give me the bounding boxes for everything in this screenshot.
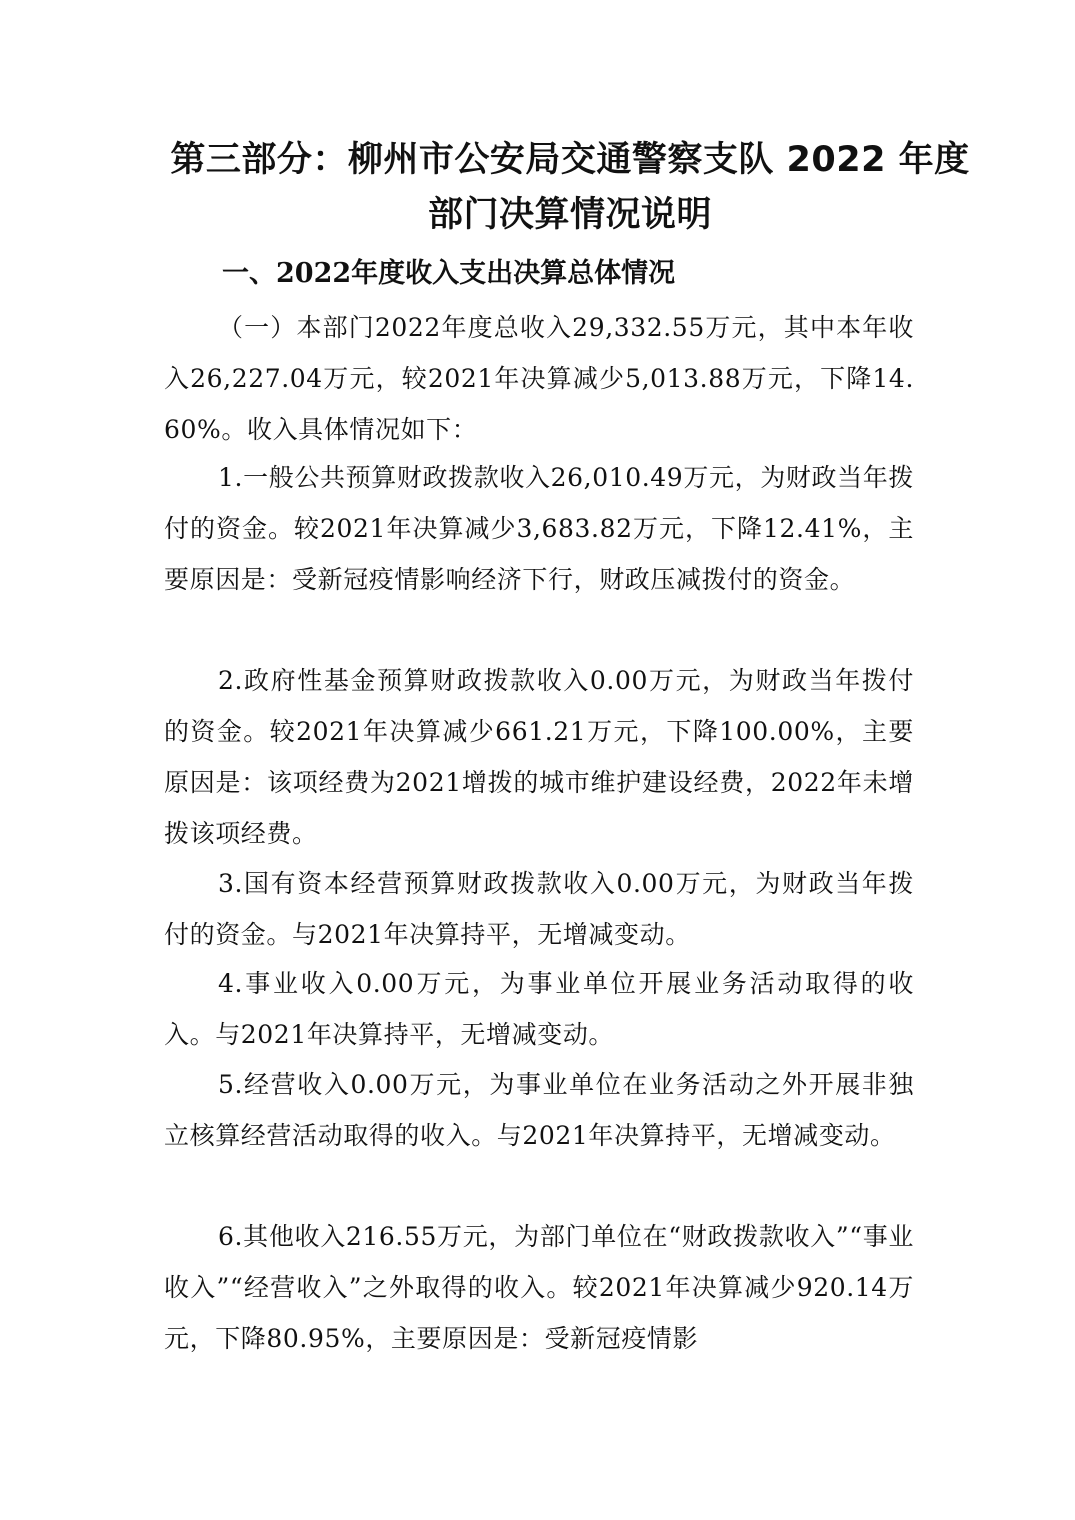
document-title-line-2: 部门决算情况说明	[427, 195, 712, 235]
paragraph-operating-income: 5.经营收入0.00万元，为事业单位在业务活动之外开展非独立核算经营活动取得的收入。与2021年决算持平，无增减变动。	[164, 1070, 914, 1150]
section-heading: 一、2022年度收入支出决算总体情况	[222, 258, 676, 289]
paragraph-state-capital-income: 3.国有资本经营预算财政拨款收入0.00万元，为财政当年拨付的资金。与2021年决算持平，无增减变动。	[164, 869, 914, 949]
paragraph-total-income: （一）本部门2022年度总收入29,332.55万元，其中本年收入26,227.04万元，较2021年决算减少5,013.88万元，下降14.60%。收入具体情况如下：	[164, 313, 914, 444]
paragraph-business-income: 4.事业收入0.00万元，为事业单位开展业务活动取得的收入。与2021年决算持平，无增减变动。	[164, 969, 914, 1049]
paragraph-government-fund-income: 2.政府性基金预算财政拨款收入0.00万元，为财政当年拨付的资金。较2021年决算减少661.21万元，下降100.00%，主要原因是：该项经费为2021增拨的城市维护建设经费，2022年未增拨该项经费。	[164, 666, 914, 848]
paragraph-other-income: 6.其他收入216.55万元，为部门单位在“财政拨款收入”“事业收入”“经营收入”之外取得的收入。较2021年决算减少920.14万元，下降80.95%，主要原因是：受新冠疫情影	[164, 1222, 914, 1353]
paragraph-general-budget-income: 1.一般公共预算财政拨款收入26,010.49万元，为财政当年拨付的资金。较2021年决算减少3,683.82万元，下降12.41%，主要原因是：受新冠疫情影响经济下行，财政压减拨付的资金。	[164, 463, 914, 594]
document-title-line-1: 第三部分：柳州市公安局交通警察支队 2022 年度	[170, 140, 970, 180]
